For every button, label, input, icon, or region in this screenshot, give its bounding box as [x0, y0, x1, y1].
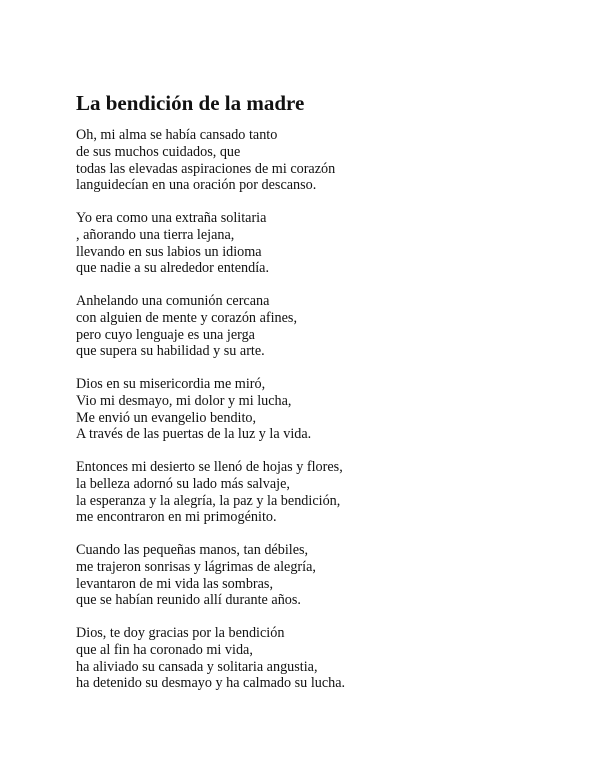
poem-line: me encontraron en mi primogénito.: [76, 509, 277, 526]
poem-line: con alguien de mente y corazón afines,: [76, 309, 297, 326]
poem-line: Cuando las pequeñas manos, tan débiles,: [76, 542, 309, 558]
poem-line: ha detenido su desmayo y ha calmado su lucha.: [76, 675, 346, 692]
poem-line: A través de las puertas de la luz y la vida.: [76, 426, 312, 443]
poem-title: La bendición de la madre: [76, 91, 305, 115]
poem-line: Dios, te doy gracias por la bendición: [76, 625, 285, 641]
poem-line: Dios en su misericordia me miró,: [76, 376, 266, 392]
poem-line: llevando en sus labios un idioma: [76, 243, 262, 260]
poem-line: que se habían reunido allí durante años.: [76, 592, 301, 609]
poem-line: que nadie a su alrededor entendía.: [76, 260, 270, 277]
poem-line: , añorando una tierra lejana,: [76, 226, 235, 243]
poem-line: Yo era como una extraña solitaria: [76, 210, 267, 226]
poem-line: languidecían en una oración por descanso.: [76, 177, 317, 194]
poem-line: la belleza adornó su lado más salvaje,: [76, 475, 290, 492]
poem-line: que al fin ha coronado mi vida,: [76, 641, 253, 658]
poem-line: Vio mi desmayo, mi dolor y mi lucha,: [76, 392, 292, 409]
stanza-1: [76, 127, 335, 194]
poem-line: que supera su habilidad y su arte.: [76, 343, 265, 360]
poem-line: pero cuyo lenguaje es una jerga: [76, 326, 255, 343]
poem-line: levantaron de mi vida las sombras,: [76, 575, 273, 592]
poem-line: todas las elevadas aspiraciones de mi corazón: [76, 160, 336, 177]
poem-line: Anhelando una comunión cercana: [76, 293, 270, 309]
stanza-7: [76, 625, 345, 692]
poem-line: me trajeron sonrisas y lágrimas de alegría,: [76, 558, 316, 575]
poem-line: Me envió un evangelio bendito,: [76, 409, 257, 426]
poem-line: la esperanza y la alegría, la paz y la bendición,: [76, 492, 341, 509]
stanza-5: [76, 459, 343, 526]
stanza-2: [76, 210, 269, 277]
stanza-6: [76, 542, 316, 609]
poem-line: de sus muchos cuidados, que: [76, 143, 241, 160]
poem-line: Entonces mi desierto se llenó de hojas y flores,: [76, 459, 343, 475]
stanza-4: [76, 376, 311, 443]
poem-line: Oh, mi alma se había cansado tanto: [76, 127, 278, 143]
poem-line: ha aliviado su cansada y solitaria angustia,: [76, 658, 318, 675]
stanza-3: [76, 293, 297, 360]
